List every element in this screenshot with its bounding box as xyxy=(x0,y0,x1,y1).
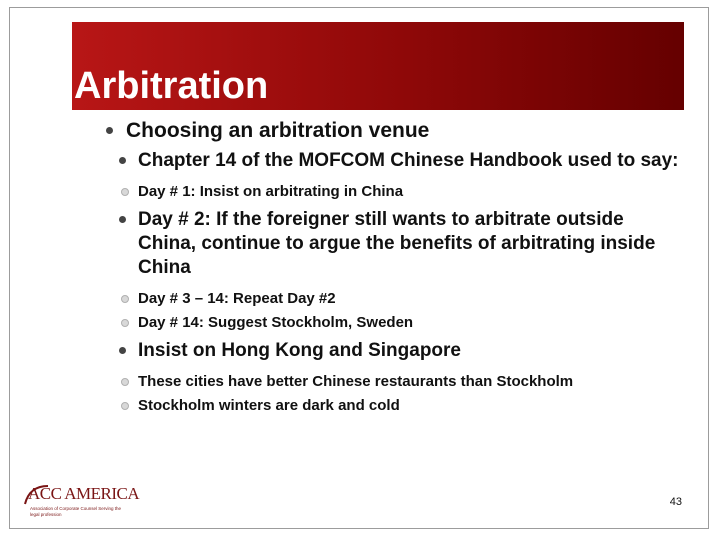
restaurants-text: These cities have better Chinese restaurants than Stockholm xyxy=(138,373,574,390)
bullet-dot-icon xyxy=(119,347,126,354)
day1-text: Day # 1: Insist on arbitrating in China xyxy=(138,183,404,200)
bullet-dot-icon xyxy=(119,157,126,164)
day2-text: Day # 2: If the foreigner still wants to arbitrate outside China, continue to argue the benefits of arbitrating inside China xyxy=(138,209,656,278)
winters-text: Stockholm winters are dark and cold xyxy=(138,397,400,414)
bullet-insist xyxy=(104,339,679,363)
bullet-dot-icon xyxy=(119,216,126,223)
slide-content xyxy=(104,118,679,419)
heading-text: Choosing an arbitration venue xyxy=(126,119,430,142)
logo-tagline: Association of Corporate Counsel Serving the legal profession xyxy=(30,506,122,517)
chapter-text: Chapter 14 of the MOFCOM Chinese Handbook used to say: xyxy=(138,150,679,171)
bullet-restaurants xyxy=(104,371,679,392)
bullet-dot-icon xyxy=(121,188,129,196)
insist-text: Insist on Hong Kong and Singapore xyxy=(138,340,461,361)
bullet-winters xyxy=(104,395,679,416)
acc-america-logo xyxy=(22,484,140,524)
bullet-dot-icon xyxy=(106,127,113,134)
bullet-day3-14 xyxy=(104,288,679,309)
slide-title: Arbitration xyxy=(74,65,269,107)
bullet-chapter xyxy=(104,149,679,173)
bullet-day1 xyxy=(104,181,679,202)
day3-14-text: Day # 3 – 14: Repeat Day #2 xyxy=(138,290,336,307)
bullet-dot-icon xyxy=(121,378,129,386)
bullet-dot-icon xyxy=(121,295,129,303)
page-number: 43 xyxy=(669,496,682,508)
bullet-dot-icon xyxy=(121,319,129,327)
bullet-heading xyxy=(104,118,679,143)
logo-name: ACC AMERICA xyxy=(28,484,140,503)
bullet-day2 xyxy=(104,208,679,280)
bullet-dot-icon xyxy=(121,402,129,410)
bullet-day14 xyxy=(104,312,679,333)
day14-text: Day # 14: Suggest Stockholm, Sweden xyxy=(138,314,414,331)
